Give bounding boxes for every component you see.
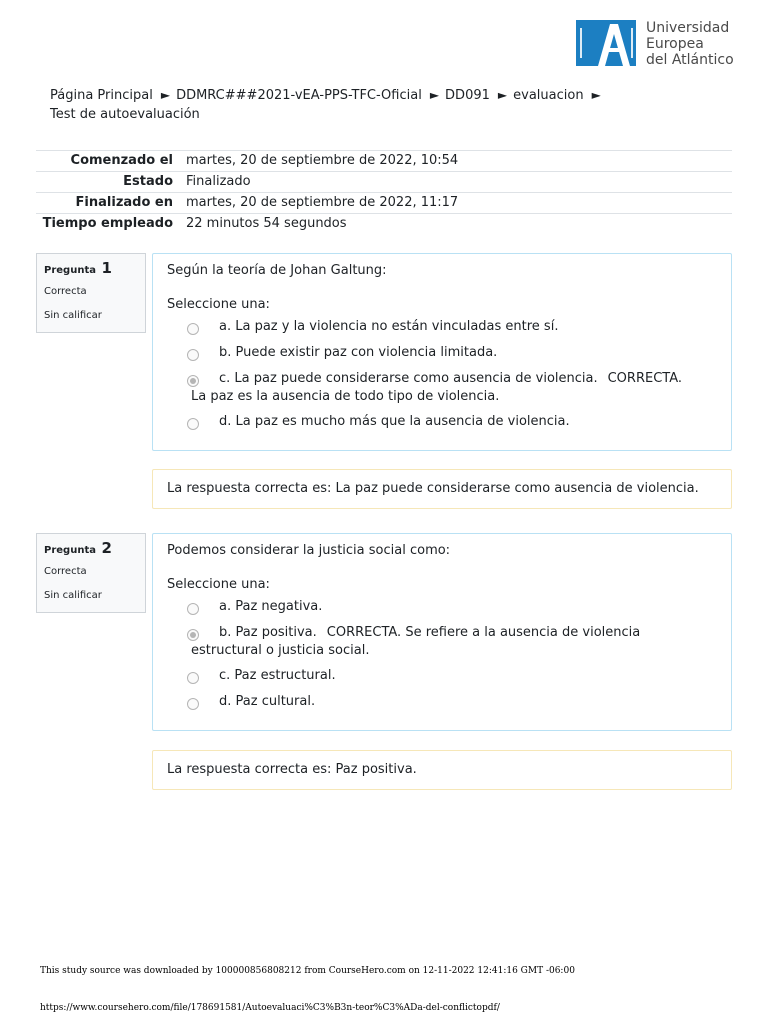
question-text: Según la teoría de Johan Galtung: <box>167 263 387 278</box>
summary-label: Finalizado en <box>75 195 173 210</box>
summary-row-started <box>36 151 732 172</box>
answer-text: a. Paz negativa. <box>219 599 323 614</box>
question-state: Correcta <box>44 286 87 297</box>
answer-text: a. La paz y la violencia no están vinculadas entre sí. <box>219 319 559 334</box>
summary-value: martes, 20 de septiembre de 2022, 10:54 <box>186 153 459 168</box>
answer-option-d[interactable] <box>167 693 717 712</box>
logo-a-icon <box>576 20 636 66</box>
summary-label: Comenzado el <box>70 153 173 168</box>
question-label: Pregunta <box>44 545 96 556</box>
summary-value: 22 minutos 54 segundos <box>186 216 347 231</box>
summary-label: Tiempo empleado <box>42 216 173 231</box>
breadcrumb-separator-icon: ► <box>497 88 508 102</box>
radio-button[interactable] <box>187 349 199 361</box>
answer-option-b[interactable] <box>167 344 717 363</box>
question-1-formulation <box>152 253 732 451</box>
answer-option-a[interactable] <box>167 318 717 337</box>
answer-option-c[interactable] <box>167 667 717 686</box>
question-label: Pregunta <box>44 265 96 276</box>
right-answer-text: La respuesta correcta es: Paz positiva. <box>167 762 417 777</box>
radio-button-selected[interactable] <box>187 375 199 387</box>
radio-button[interactable] <box>187 323 199 335</box>
question-1-info <box>36 253 146 333</box>
question-2-info <box>36 533 146 613</box>
question-number-value: 1 <box>101 259 112 277</box>
answer-text: b. Paz positiva. <box>219 625 317 640</box>
right-answer-text: La respuesta correcta es: La paz puede considerarse como ausencia de violencia. <box>167 481 699 496</box>
summary-row-time-taken <box>36 214 732 235</box>
breadcrumb <box>50 86 690 124</box>
radio-button[interactable] <box>187 418 199 430</box>
radio-button-selected[interactable] <box>187 629 199 641</box>
question-number <box>44 540 138 559</box>
summary-value: Finalizado <box>186 174 251 189</box>
logo-wordmark <box>646 20 734 68</box>
breadcrumb-home-link[interactable]: Página Principal <box>50 88 153 103</box>
answer-feedback: CORRECTA. La paz es la ausencia de todo tipo de violencia. <box>191 371 683 404</box>
radio-button[interactable] <box>187 672 199 684</box>
answer-feedback: CORRECTA. Se refiere a la ausencia de violencia estructural o justicia social. <box>191 625 641 658</box>
breadcrumb-separator-icon: ► <box>591 88 601 102</box>
university-logo[interactable] <box>576 20 736 66</box>
question-number-value: 2 <box>101 539 112 557</box>
answer-text: d. La paz es mucho más que la ausencia de violencia. <box>219 414 570 429</box>
breadcrumb-current-page[interactable]: Test de autoevaluación <box>50 107 200 122</box>
summary-row-state <box>36 172 732 193</box>
question-grade: Sin calificar <box>44 310 102 321</box>
attempt-summary-table <box>36 150 732 235</box>
answer-option-c[interactable] <box>167 370 717 406</box>
breadcrumb-separator-icon: ► <box>429 88 440 102</box>
answer-text: c. La paz puede considerarse como ausencia de violencia. <box>219 371 598 386</box>
breadcrumb-separator-icon: ► <box>160 88 171 102</box>
summary-value: martes, 20 de septiembre de 2022, 11:17 <box>186 195 459 210</box>
breadcrumb-evaluation-link[interactable]: evaluacion <box>513 88 584 103</box>
answer-option-d[interactable] <box>167 413 717 432</box>
question-1-right-answer <box>152 469 732 509</box>
radio-button[interactable] <box>187 603 199 615</box>
question-grade: Sin calificar <box>44 590 102 601</box>
answer-prompt: Seleccione una: <box>167 297 270 312</box>
logo-line-2: Europea <box>646 36 704 52</box>
answer-prompt: Seleccione una: <box>167 577 270 592</box>
answer-option-a[interactable] <box>167 598 717 617</box>
answer-text: d. Paz cultural. <box>219 694 316 709</box>
question-text: Podemos considerar la justicia social como: <box>167 543 451 558</box>
breadcrumb-section-link[interactable]: DD091 <box>445 88 490 103</box>
summary-label: Estado <box>123 174 173 189</box>
logo-line-3: del Atlántico <box>646 52 734 68</box>
question-2-formulation <box>152 533 732 731</box>
breadcrumb-course-link[interactable]: DDMRC###2021-vEA-PPS-TFC-Oficial <box>176 88 422 103</box>
answer-text: b. Puede existir paz con violencia limitada. <box>219 345 498 360</box>
logo-line-1: Universidad <box>646 20 730 36</box>
summary-row-finished <box>36 193 732 214</box>
radio-button[interactable] <box>187 698 199 710</box>
question-number <box>44 260 138 279</box>
answer-option-b[interactable] <box>167 624 717 660</box>
source-url-link[interactable]: https://www.coursehero.com/file/178691581/Autoevaluaci%C3%B3n-teor%C3%ADa-del-conflictopdf/ <box>40 1003 500 1013</box>
answer-text: c. Paz estructural. <box>219 668 336 683</box>
question-state: Correcta <box>44 566 87 577</box>
question-2-right-answer <box>152 750 732 790</box>
download-notice: This study source was downloaded by 100000856808212 from CourseHero.com on 12-11-2022 12:41:16 GMT -06:00 <box>40 966 575 976</box>
